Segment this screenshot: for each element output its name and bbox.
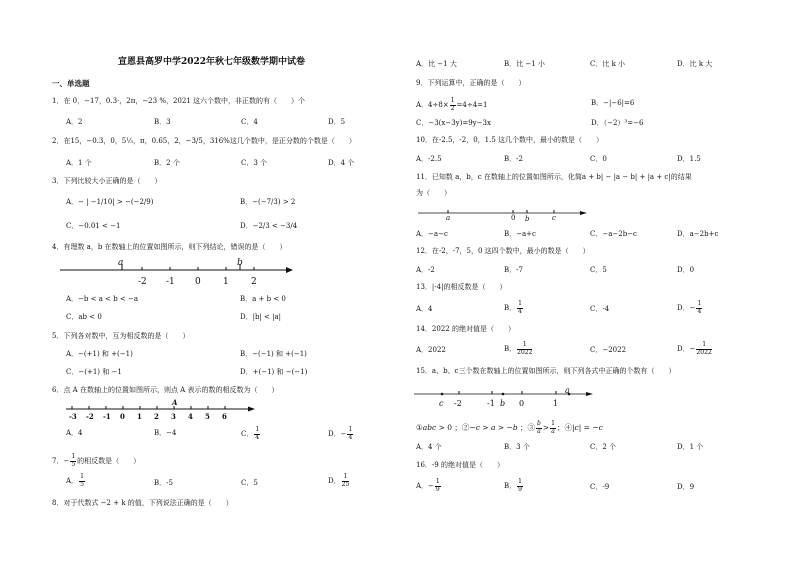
q5-option-c[interactable]: C．−(+1) 和 −1 [66,368,122,376]
q15-tick-label: -2 [454,399,462,408]
q14-option-d[interactable]: D．− $\frac{1}{2022}$ [677,341,712,356]
question-8-stem: 8．对于代数式 −2 + k 的值，下列说法正确的是（ ） [52,499,233,507]
q6-tick-label: 2 [154,412,159,421]
question-16-stem: 16．-9 的绝对值是（ ） [416,461,504,469]
q7-option-b[interactable]: B．-5 [154,479,173,487]
q15-label-c: c [439,399,444,408]
q1-option-a[interactable]: A．2 [66,118,83,126]
q1-option-c[interactable]: C．4 [241,118,258,126]
q1-option-b[interactable]: B．3 [154,118,171,126]
q6-option-d[interactable]: D．− $\frac{1}{4}$ [328,426,353,441]
q6-tick-label: -1 [103,412,111,421]
q4-tick-label: 0 [195,277,201,287]
question-9-stem: 9．下列运算中，正确的是（ ） [416,79,526,87]
q7-option-c[interactable]: C．5 [241,479,258,487]
q6-tick-label: 1 [137,412,142,421]
q4-option-c[interactable]: C．ab < 0 [66,313,102,321]
q15-label-a: a [565,386,570,395]
q15-label-b: b [500,399,506,408]
question-2-stem: 2．在15，−0.3，0，5¹⁄₃，π，0.65，2，−3/5，316%这几个数中，是正分数的个数是（ ） [52,137,356,145]
question-3-stem: 3．下列比较大小正确的是（ ） [52,177,162,185]
q3-option-b[interactable]: B．−(−7/3) > 2 [240,198,296,206]
q4-label-b: b [237,258,243,268]
question-6-stem: 6．点 A 在数轴上的位置如图所示，则点 A 表示的数的相反数为（ ） [52,386,279,394]
q6-tick-label: -2 [86,412,94,421]
q11-label-c: c [552,214,556,222]
q2-option-b[interactable]: B．2 个 [154,159,180,167]
q8-option-c[interactable]: C．比 k 小 [590,60,626,68]
q2-option-d[interactable]: D．4 个 [328,159,355,167]
q10-option-c[interactable]: C．0 [590,155,607,163]
q12-option-b[interactable]: B．-7 [504,266,523,274]
q15-tick-label: 1 [553,399,559,408]
q15-tick-label: -1 [487,399,495,408]
q14-option-b[interactable]: B． $\frac{1}{2022}$ [504,341,533,356]
question-15-stem: 15．a、b、c三个数在数轴上的位置如图所示，则下列各式中正确的个数有（ ） [416,367,676,375]
q11-option-d[interactable]: D．a−2b+c [677,230,719,238]
q14-option-a[interactable]: A．2022 [416,346,446,354]
q11-option-a[interactable]: A．−a−c [416,230,448,238]
q4-label-a: a [118,258,124,268]
q6-tick-label: 4 [188,412,193,421]
question-14-stem: 14．2022 的绝对值是（ ） [416,325,515,333]
q16-option-b[interactable]: B． $\frac{1}{9}$ [504,478,522,493]
q4-tick-label: -2 [138,277,147,287]
q11-option-c[interactable]: C．−a−2b−c [590,230,637,238]
q9-option-b[interactable]: B．−|−6|=6 [591,99,635,107]
q13-option-d[interactable]: D．− $\frac{1}{4}$ [677,300,702,315]
left-column [38,0,418,561]
q15-tick-label: 0 [519,399,525,408]
q16-option-d[interactable]: D．9 [677,483,695,491]
question-12-stem: 12．在-2，-7，5，0 这四个数中，最小的数是（ ） [416,247,590,255]
q4-tick-label: 1 [223,277,229,287]
q11-label-a: a [446,214,451,222]
q3-option-d[interactable]: D．−2/3 < −3/4 [240,222,298,230]
q2-option-c[interactable]: C．3 个 [241,159,268,167]
right-column [412,0,792,561]
q6-number-line [66,397,266,423]
q6-tick-label: 0 [120,412,125,421]
q3-option-a[interactable]: A．− | −1/10| > −(−2/9) [66,198,154,206]
q8-option-d[interactable]: D．比 k 大 [677,60,713,68]
q6-tick-label: -3 [69,412,77,421]
q11-option-b[interactable]: B．−a+c [504,230,536,238]
q4-tick-label: -1 [166,277,175,287]
q4-option-d[interactable]: D．|b| < |a| [240,313,282,321]
q11-number-line [418,204,598,224]
q12-option-d[interactable]: D．0 [677,266,695,274]
q15-option-a[interactable]: A．4 个 [416,443,442,451]
q1-option-d[interactable]: D．5 [328,118,346,126]
q15-statements: ①abc > 0 ；②−c > a > −b ；③ $\frac{b}{a}$ > $\frac{1}{a}$ ；④|c| = −c [416,420,603,435]
q10-option-b[interactable]: B．-2 [504,155,523,163]
q9-option-c[interactable]: C．−3(x−3y)=9y−3x [416,119,491,127]
q10-option-a[interactable]: A．-2.5 [416,155,442,163]
q6-label-a: A [172,398,178,407]
q3-option-c[interactable]: C．−0.01 < −1 [66,222,121,230]
q13-option-a[interactable]: A．4 [416,305,433,313]
question-10-stem: 10．在-2.5，-2，0，1.5 这几个数中，最小的数是（ ） [416,136,604,144]
question-13-stem: 13．|-4|的相反数是（ ） [416,283,507,291]
q10-option-d[interactable]: D．1.5 [677,155,701,163]
q8-option-a[interactable]: A．比 −1 大 [416,60,457,68]
q15-option-b[interactable]: B．3 个 [504,443,530,451]
q12-option-c[interactable]: C．5 [590,266,607,274]
q6-tick-label: 5 [205,412,210,421]
q9-option-d[interactable]: D．（−2）³=−6 [591,119,644,127]
question-7-stem: 7．− $\frac{1}{5}$ 的相反数是（ ） [52,453,141,468]
q13-option-c[interactable]: C．-4 [590,305,610,313]
q4-option-a[interactable]: A．−b < a < b < −a [66,295,139,303]
q5-option-a[interactable]: A．−(+1) 和 +(−1) [66,350,133,358]
q9-option-a[interactable]: A．4÷8× $\frac{1}{2}$ =4÷4=1 [416,97,488,112]
q2-option-a[interactable]: A．1 个 [66,159,92,167]
q5-option-d[interactable]: D．+(−1) 和 −(−1) [240,368,308,376]
q4-number-line [60,258,300,290]
q5-option-b[interactable]: B．−(−1) 和 +(−1) [240,350,307,358]
q4-tick-label: 2 [251,277,257,287]
q14-option-c[interactable]: C．−2022 [590,346,627,354]
q4-option-b[interactable]: B．a + b < 0 [240,295,286,303]
q8-option-b[interactable]: B．比 −1 小 [504,60,545,68]
section-heading: 一、单选题 [52,79,90,88]
q15-option-c[interactable]: C．2 个 [590,443,617,451]
question-4-stem: 4．有理数 a，b 在数轴上的位置如图所示，则下列结论，错误的是（ ） [52,243,287,251]
q12-option-a[interactable]: A．-2 [416,266,435,274]
q6-tick-label: 6 [222,412,227,421]
q13-option-b[interactable]: B． $\frac{1}{4}$ [504,300,522,315]
q11-label-0: 0 [511,214,516,222]
q16-option-a[interactable]: A．− $\frac{1}{9}$ [416,478,440,493]
q7-option-a[interactable]: A． $\frac{1}{5}$ [66,473,84,488]
q6-tick-label: 3 [171,412,176,421]
q7-option-d[interactable]: D． $\frac{1}{25}$ [328,473,350,488]
page-title: 宣恩县高罗中学2022年秋七年级数学期中试卷 [118,57,306,67]
q15-number-line [414,384,604,412]
q6-option-c[interactable]: C． $\frac{1}{4}$ [241,426,260,441]
q11-label-b: b [525,215,530,223]
question-11-stem-cont: 为（ ） [416,189,451,197]
q16-option-c[interactable]: C．-9 [590,483,610,491]
q6-option-a[interactable]: A．4 [66,429,83,437]
question-11-stem: 11．已知数 a，b，c 在数轴上的位置如图所示，化简a + b| − |a − b| + |a + c|的结果 [416,173,692,181]
question-1-stem: 1．在 0，−17，0.3·，2π，−23 %，2021 这六个数中，非正数的有（ ）个 [52,97,306,105]
q6-option-b[interactable]: B．−4 [154,429,177,437]
q15-option-d[interactable]: D．1 个 [677,443,704,451]
question-5-stem: 5．下列各对数中，互为相反数的是（ ） [52,332,190,340]
